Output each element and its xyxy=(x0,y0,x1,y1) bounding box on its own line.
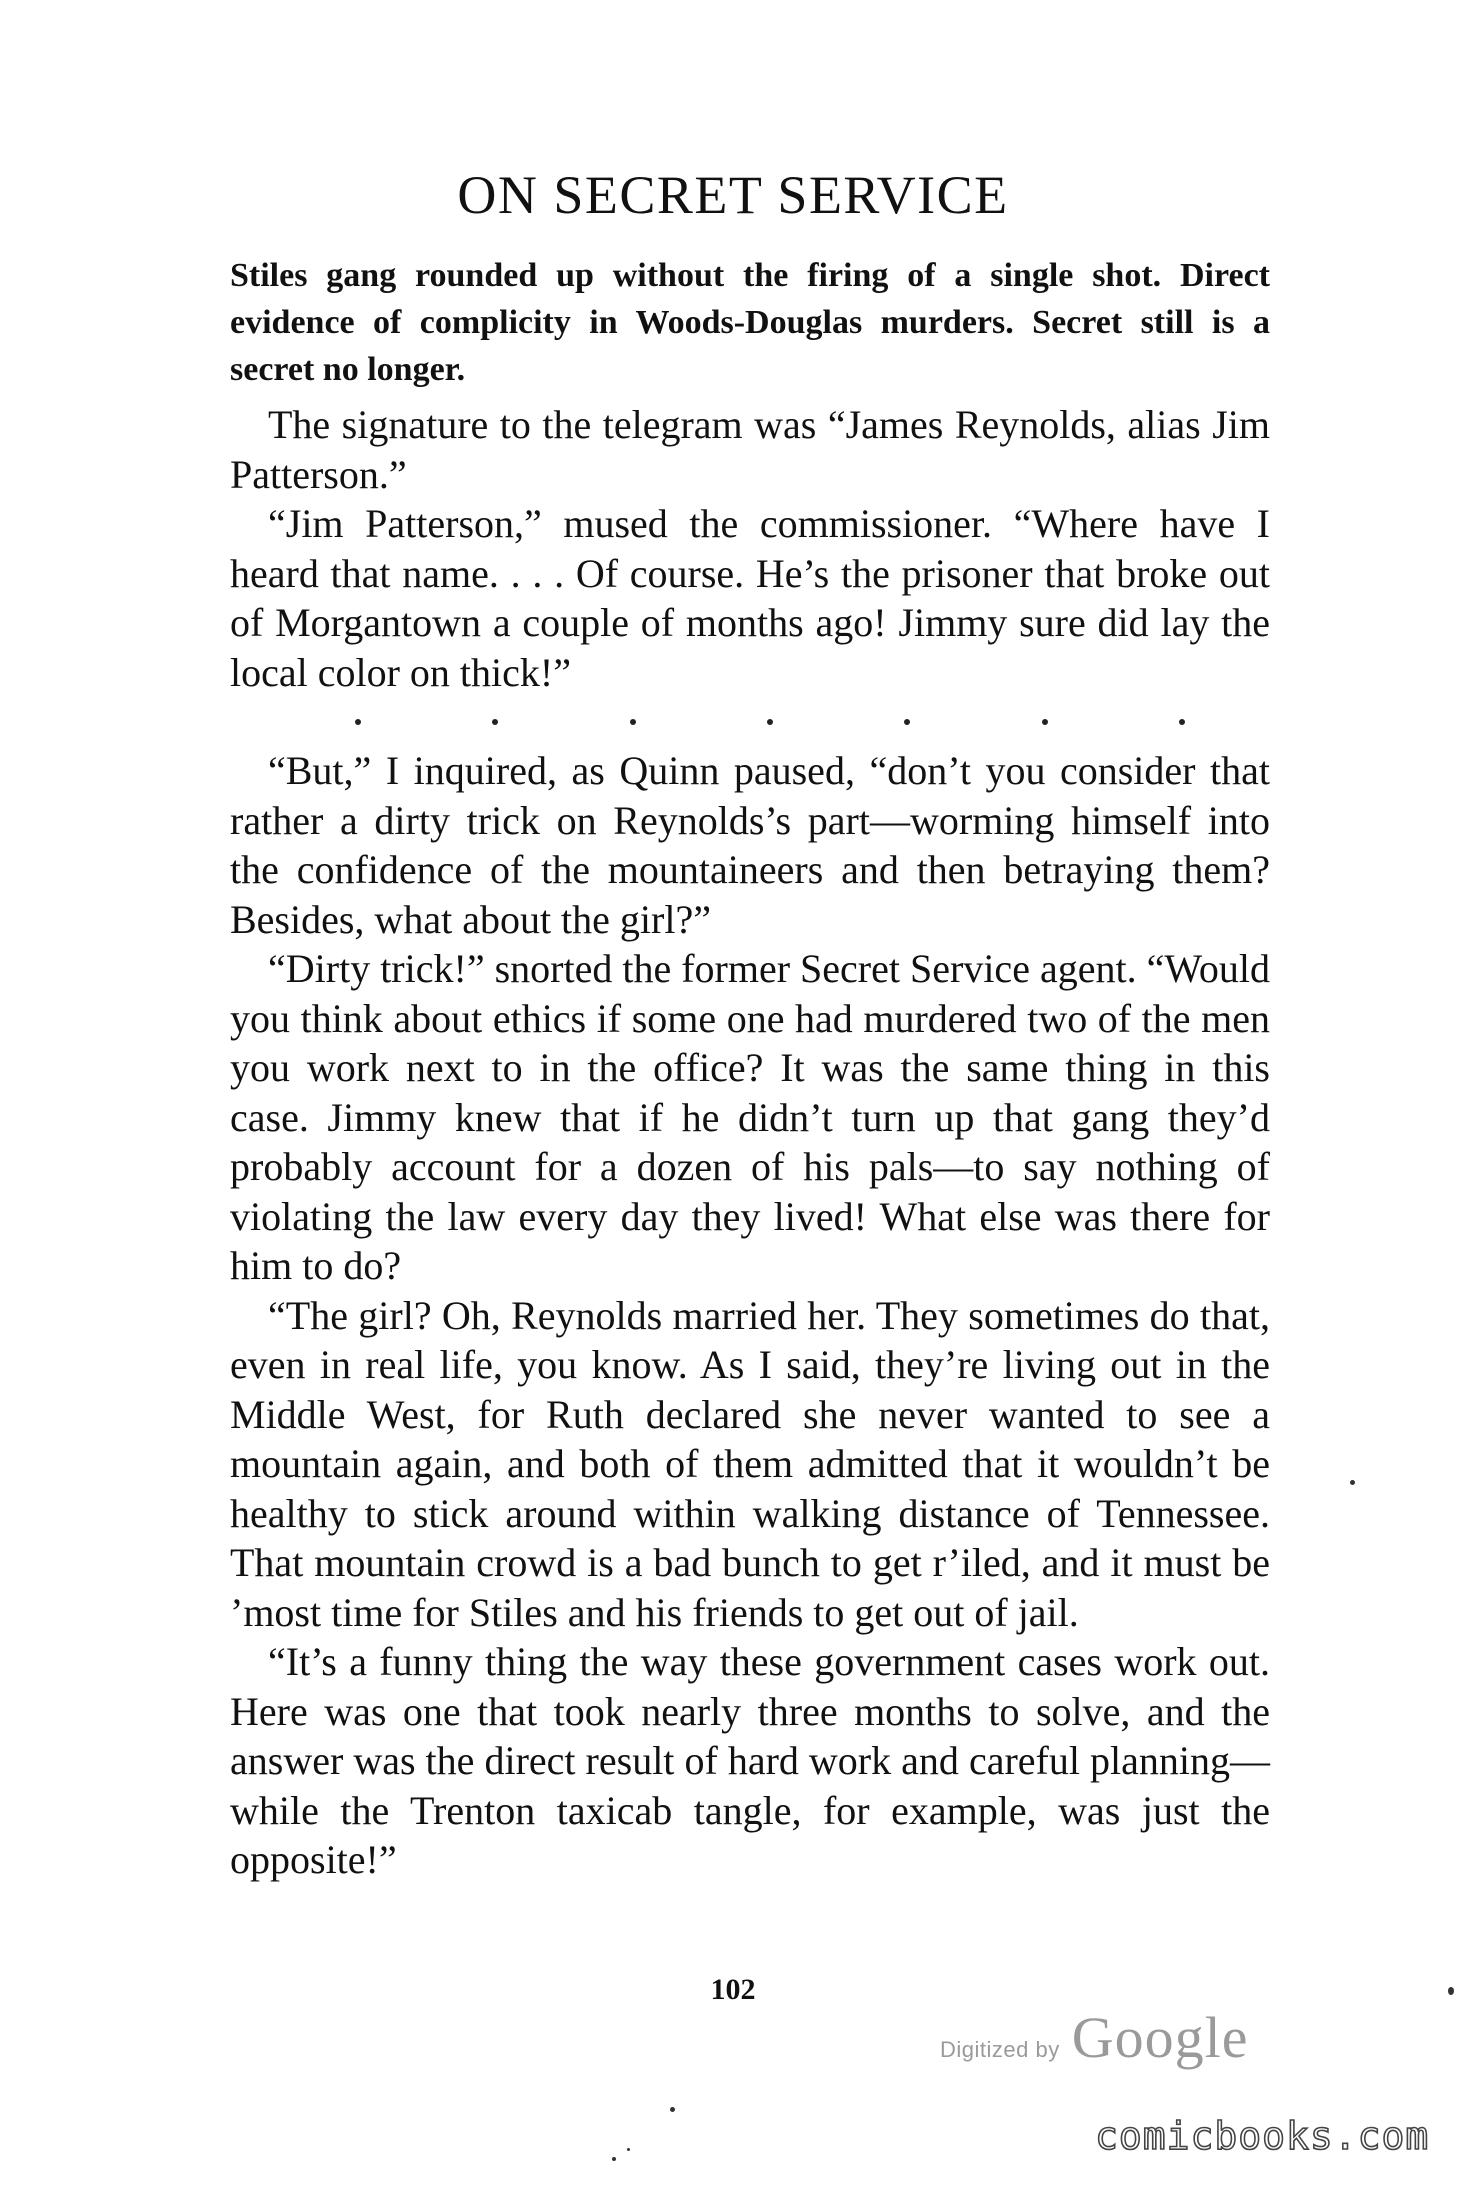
scan-speck xyxy=(1350,1480,1355,1485)
paragraph: “But,” I inquired, as Quinn paused, “don’t you consider that rather a dirty trick on Reynolds’s part—worming himself into the confidence of the mountaineers and then betraying them? Besides, what about the girl?” xyxy=(230,748,1270,942)
scan-speck xyxy=(1448,1987,1454,1995)
dot xyxy=(904,719,910,725)
dot xyxy=(355,719,361,725)
paragraph: “The girl? Oh, Reynolds married her. They sometimes do that, even in real life, you know. As I said, they’re living out in the Middle West, for Ruth declared she never wanted to see a mountain again, and both of them admitted that it wouldn’t be healthy to stick around within walking distance of Tennessee. That mountain crowd is a bad bunch to get r’iled, and it must be ’most time for Stiles and his friends to get out of jail. xyxy=(230,1292,1270,1635)
page-number: 102 xyxy=(710,1973,756,2006)
digitized-label: Digitized by xyxy=(940,2037,1060,2062)
body-text-part-1 xyxy=(230,400,1270,697)
dot xyxy=(1042,719,1048,725)
body-text-part-2 xyxy=(230,746,1270,1885)
scan-speck xyxy=(627,2148,630,2151)
paragraph: “Dirty trick!” snorted the former Secret Service agent. “Would you think about ethics if some one had murdered two of the men you work next to in the office? It was the same thing in this case. Jimmy knew that if he didn’t turn up that gang they’d probably account for a dozen of his pals—to say nothing of violating the law every day they lived! What else was there for him to do? xyxy=(230,946,1270,1288)
running-head: ON SECRET SERVICE xyxy=(457,165,1009,225)
watermark: comicbooks.com xyxy=(1095,2114,1430,2158)
dot xyxy=(767,719,773,725)
paragraph: The signature to the telegram was “James Reynolds, alias Jim Patterson.” xyxy=(230,402,1270,497)
digitized-brand: Google xyxy=(1071,2005,1249,2070)
paragraph: “It’s a funny thing the way these government cases work out. Here was one that took nearly three months to solve, and the answer was the direct result of hard work and careful planning—while the Trenton taxicab tangle, for example, was just the opposite!” xyxy=(230,1639,1270,1882)
scan-speck xyxy=(612,2157,616,2161)
telegram-text: Stiles gang rounded up without the firing of a single shot. Direct evidence of complicity in Woods-Douglas murders. Secret still is a secret no longer. xyxy=(230,257,1270,388)
dot xyxy=(492,719,498,725)
dot xyxy=(1179,719,1185,725)
dot xyxy=(630,719,636,725)
scan-speck xyxy=(670,2107,675,2112)
digitized-by-stamp xyxy=(940,2004,1248,2074)
section-break-dots xyxy=(355,712,1185,732)
paragraph: “Jim Patterson,” mused the commissioner. “Where have I heard that name. . . . Of course. He’s the prisoner that broke out of Morgantown a couple of months ago! Jimmy sure did lay the local color on thick!” xyxy=(230,501,1270,695)
